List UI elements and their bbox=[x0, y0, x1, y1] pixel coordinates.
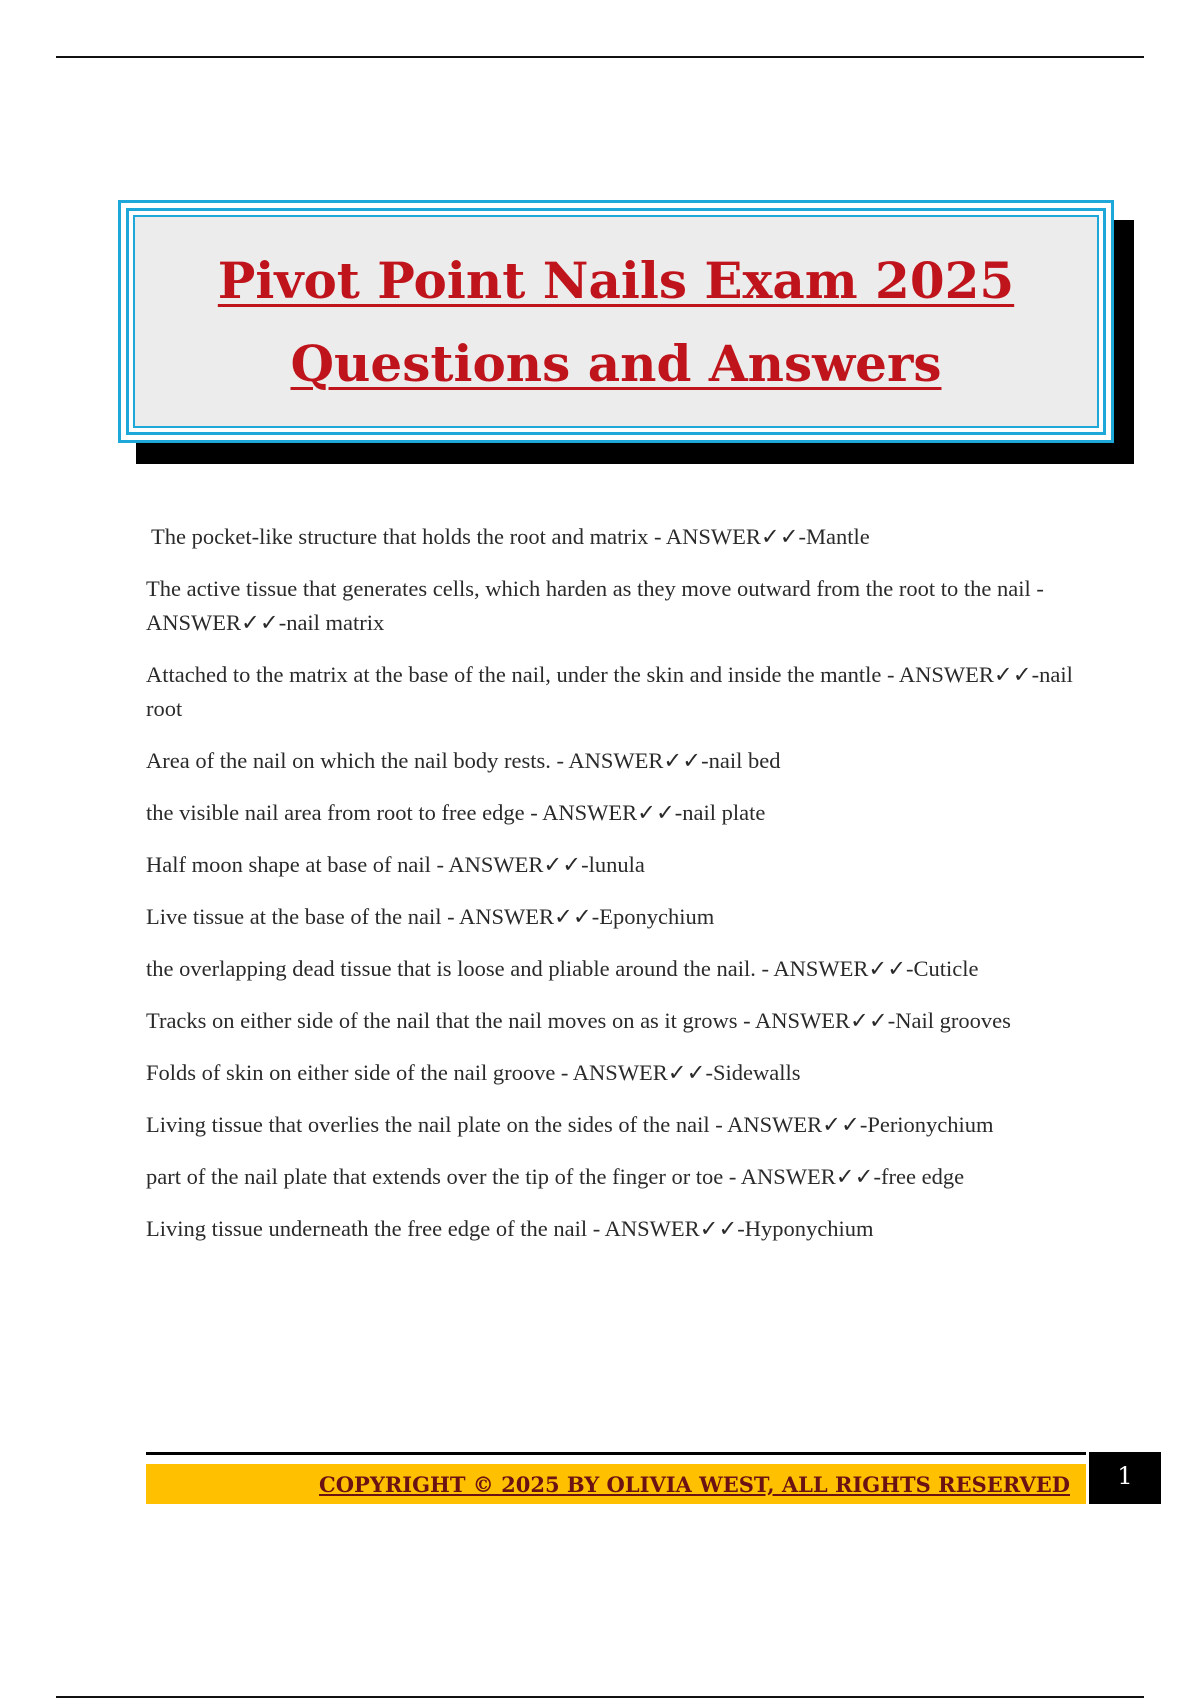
title-box-inner bbox=[126, 208, 1106, 435]
qa-item: part of the nail plate that extends over the tip of the finger or toe - ANSWER✓✓-free edge bbox=[146, 1164, 965, 1189]
qa-item: the visible nail area from root to free edge - ANSWER✓✓-nail plate bbox=[146, 800, 766, 825]
copyright-text: COPYRIGHT © 2025 BY OLIVIA WEST, ALL RIGHTS RESERVED bbox=[319, 1471, 1070, 1497]
qa-item: The active tissue that generates cells, which harden as they move outward from the root to the nail - ANSWER✓✓-nail matrix bbox=[146, 576, 1044, 635]
qa-item: the overlapping dead tissue that is loose and pliable around the nail. - ANSWER✓✓-Cuticle bbox=[146, 956, 979, 981]
qa-item: Living tissue underneath the free edge of the nail - ANSWER✓✓-Hyponychium bbox=[146, 1216, 874, 1241]
qa-item: Live tissue at the base of the nail - ANSWER✓✓-Eponychium bbox=[146, 904, 715, 929]
qa-item: Living tissue that overlies the nail plate on the sides of the nail - ANSWER✓✓-Perionychium bbox=[146, 1112, 994, 1137]
title-box-content bbox=[133, 215, 1099, 428]
qa-item: Half moon shape at base of nail - ANSWER✓✓-lunula bbox=[146, 852, 645, 877]
qa-item: Attached to the matrix at the base of the nail, under the skin and inside the mantle - ANSWER✓✓-nail root bbox=[146, 662, 1073, 721]
qa-item: The pocket-like structure that holds the root and matrix - ANSWER✓✓-Mantle bbox=[151, 524, 870, 549]
page-number: 1 bbox=[1089, 1452, 1161, 1504]
qa-item: Area of the nail on which the nail body rests. - ANSWER✓✓-nail bed bbox=[146, 748, 781, 773]
qa-item: Tracks on either side of the nail that the nail moves on as it grows - ANSWER✓✓-Nail grooves bbox=[146, 1008, 1011, 1033]
qa-list bbox=[146, 520, 1096, 1264]
footer-bar bbox=[146, 1464, 1086, 1504]
title-box bbox=[118, 200, 1114, 443]
title-line-1: Pivot Point Nails Exam 2025 bbox=[217, 250, 1015, 310]
bottom-rule bbox=[56, 1696, 1144, 1698]
top-rule bbox=[56, 56, 1144, 58]
title-line-2: Questions and Answers bbox=[290, 333, 942, 393]
qa-item: Folds of skin on either side of the nail groove - ANSWER✓✓-Sidewalls bbox=[146, 1060, 801, 1085]
footer-rule bbox=[146, 1452, 1086, 1455]
